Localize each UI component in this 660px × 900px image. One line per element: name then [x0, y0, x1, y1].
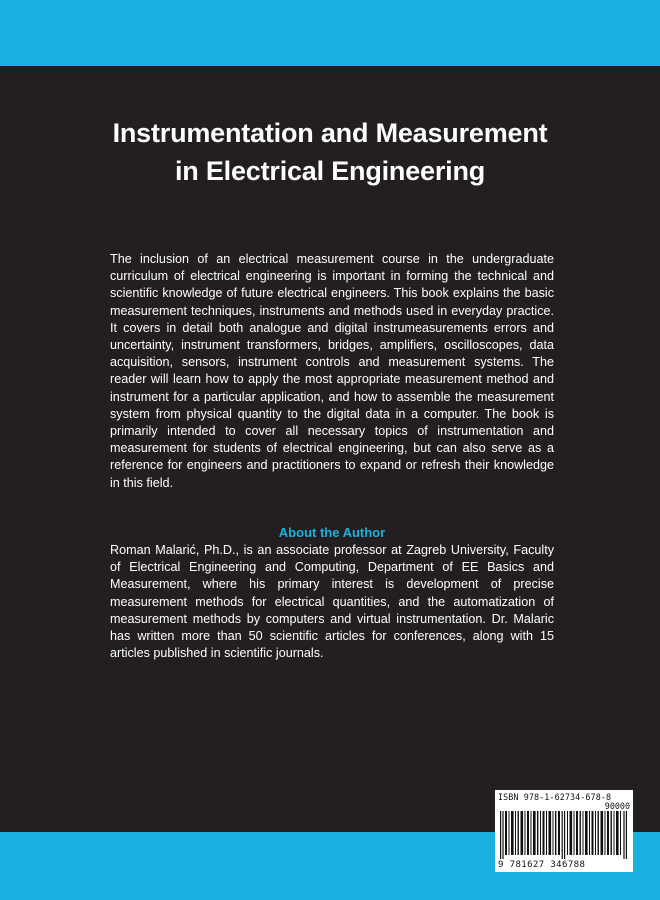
isbn-barcode: [495, 790, 633, 872]
price-code: 90000: [604, 801, 630, 811]
isbn-number: ISBN 978-1-62734-678-8: [498, 792, 612, 802]
about-author-heading: About the Author: [278, 525, 386, 540]
author-bio: Roman Malarić, Ph.D., is an associate professor at Zagreb University, Faculty of Electrical Engineering and Computing, Department of EE Basics and Measurement, where his primary interest is development of precise measurement methods for electrical quantities, and the automatization of measurement methods by computers and virtual instrumentation. Dr. Malaric has written more than 50 scientific articles for conferences, along with 15 articles published in scientific journals.: [110, 543, 554, 661]
book-description: The inclusion of an electrical measurement course in the undergraduate curriculum of electrical engineering is important in forming the technical and scientific knowledge of future electrical engineers. This book explains the basic measurement techniques, instruments and methods used in everyday practice. It covers in detail both analogue and digital instrumeasurements errors and uncertainty, instrument transformers, bridges, amplifiers, oscilloscopes, data acquisition, sensors, instrument controls and measurement systems. The reader will learn how to apply the most appropriate measurement method and instrument for a particular application, and how to assemble the measurement system from physical quantity to the digital data in a computer. The book is primarily intended to cover all necessary topics of instrumentation and measurement for students of electrical engineering, but can also serve as a reference for engineers and practitioners to expand or refresh their knowledge in this field.: [110, 252, 554, 490]
barcode-bars: [498, 811, 630, 859]
book-title: [40, 114, 620, 190]
top-color-band: [0, 0, 660, 66]
ean-digits: 9 781627 346788: [498, 860, 586, 870]
book-title-line-2: in Electrical Engineering: [174, 156, 486, 186]
back-cover-panel: [0, 66, 660, 832]
book-title-line-1: Instrumentation and Measurement: [112, 118, 548, 148]
